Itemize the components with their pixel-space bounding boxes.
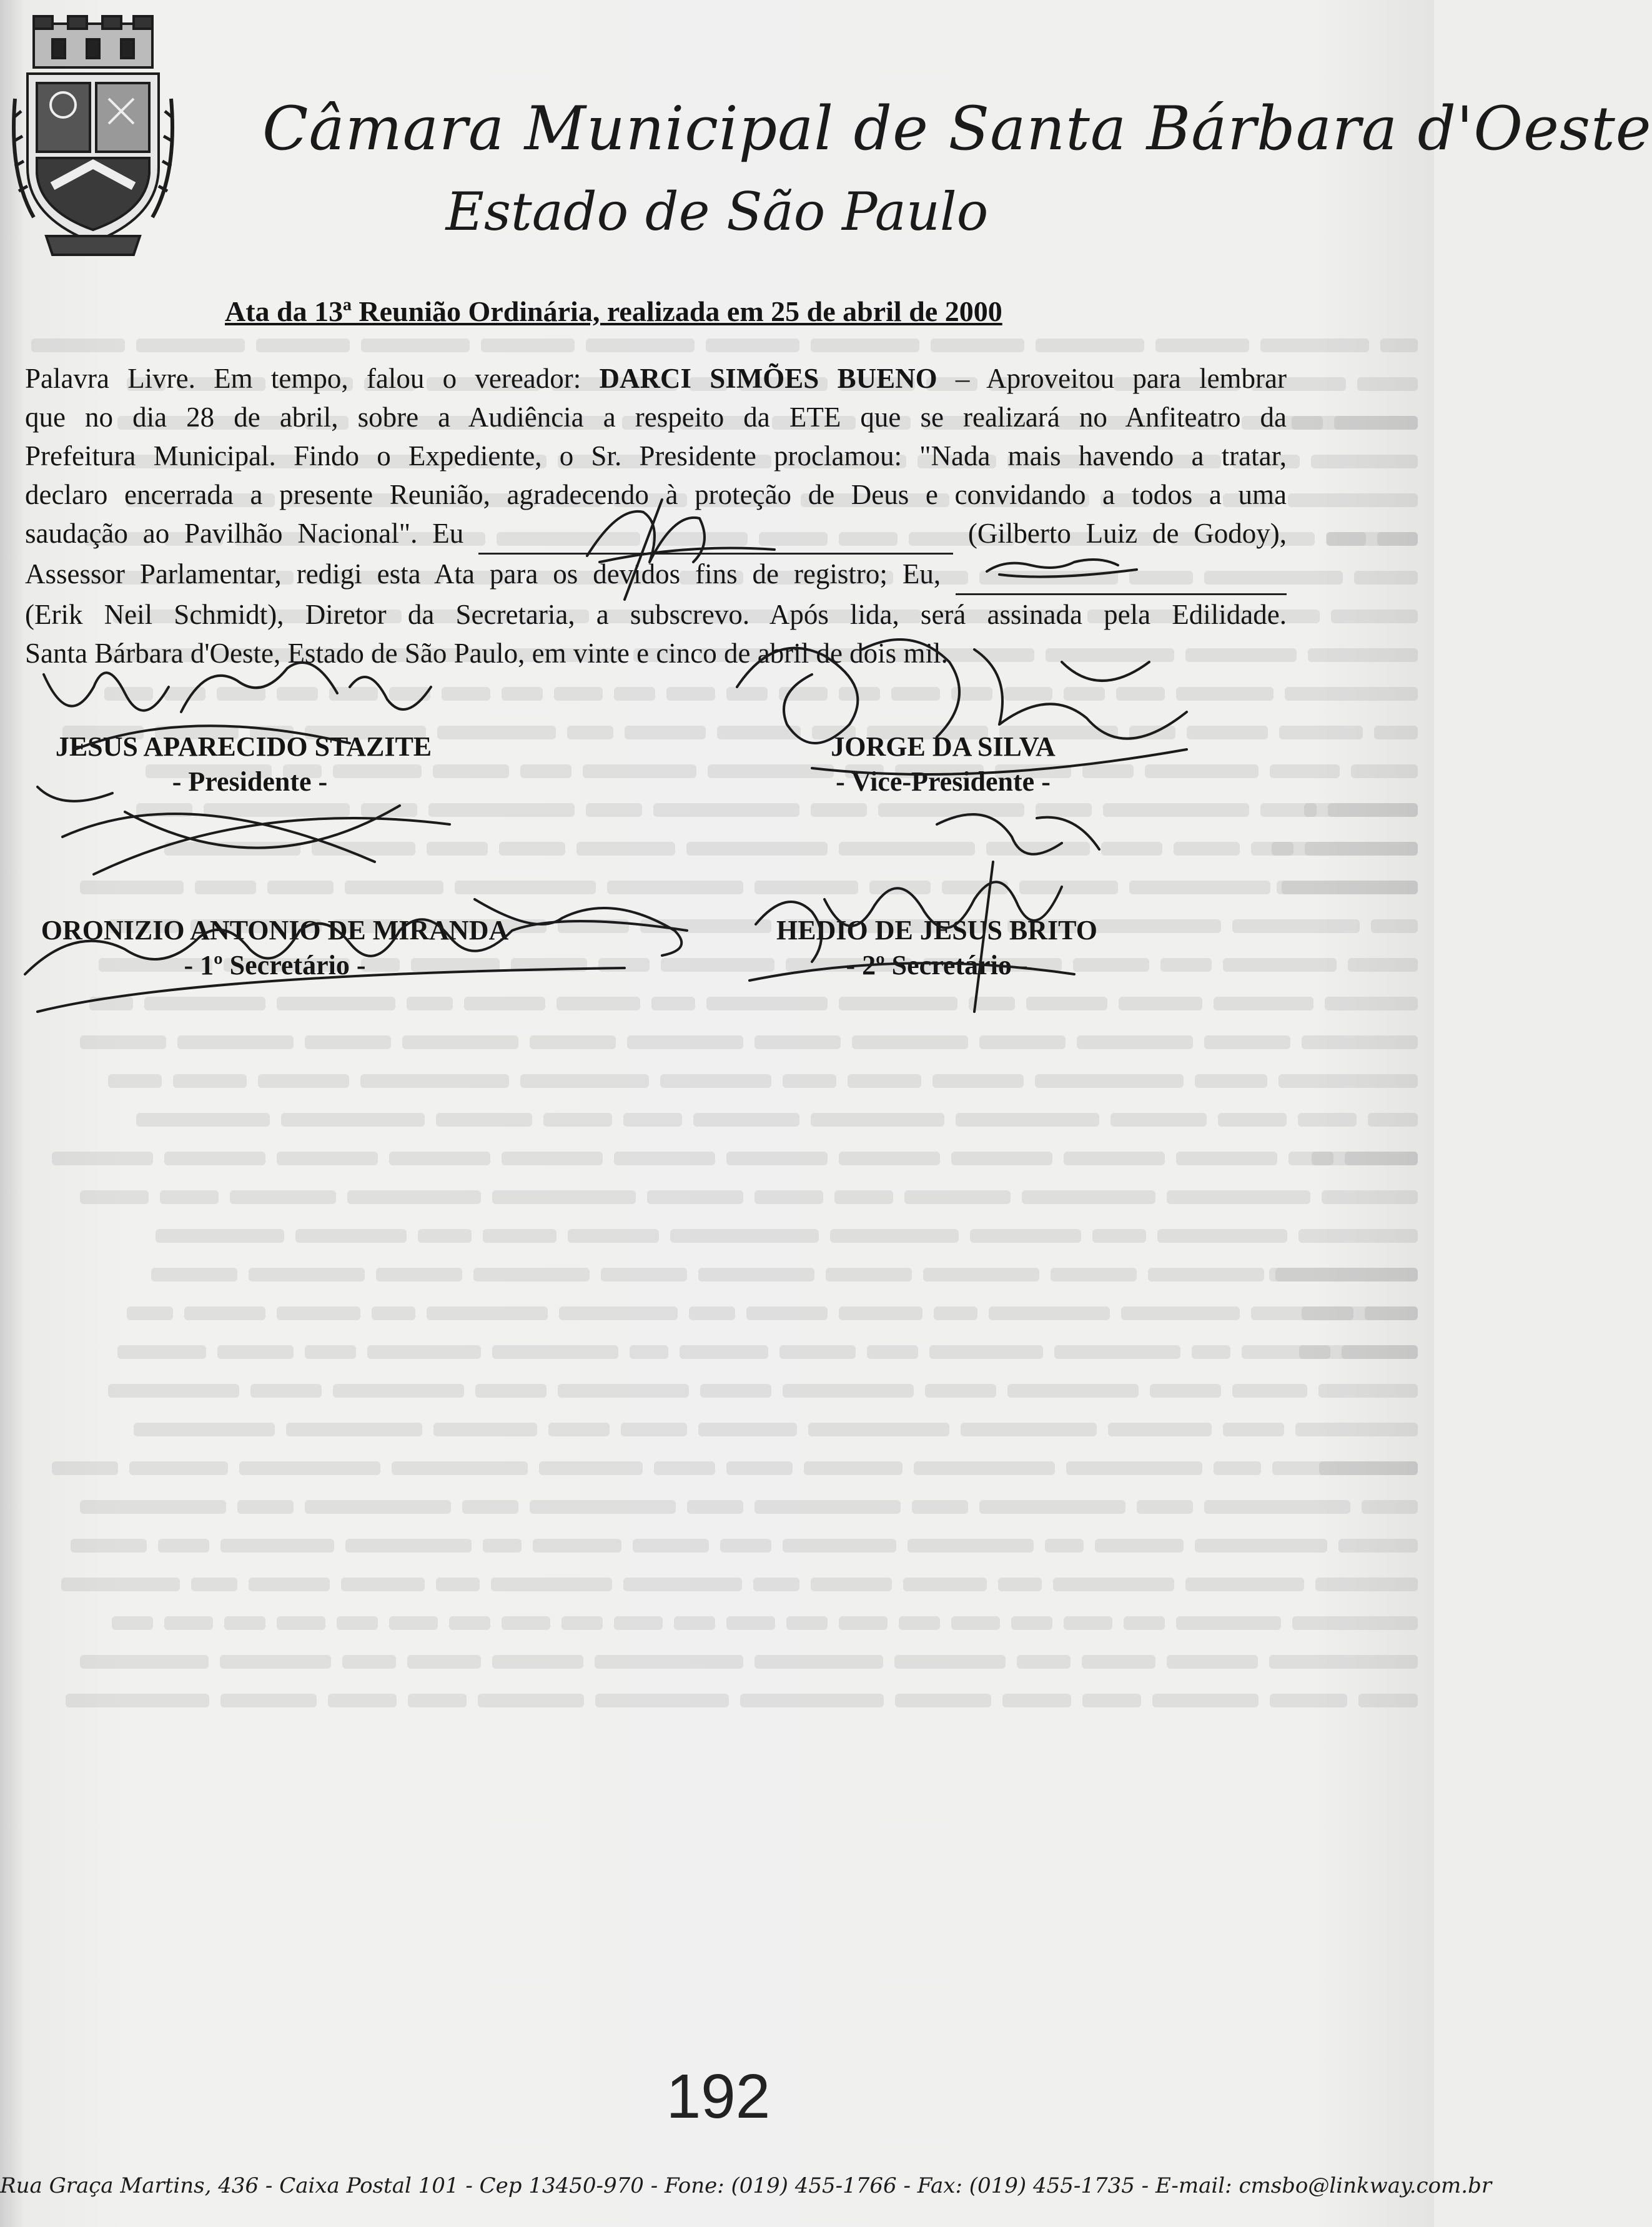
address-footer: Rua Graça Martins, 436 - Caixa Postal 101 - Cep 13450-970 - Fone: (019) 455-1766 - Fax: (019) 455-1735 - E-mail: cmsbo@linkway.com.br (0, 2173, 1492, 2198)
body-line (25, 359, 1287, 398)
text-run: Prefeitura Municipal. Findo o Expediente, o Sr. Presidente proclamou: "Nada mais havendo a tratar, (25, 440, 1287, 472)
text-run: (Erik Neil Schmidt), Diretor da Secretaria, a subscrevo. Após lida, será assinada pela Edilidade. (25, 599, 1287, 630)
signer-vice-president (743, 729, 1143, 799)
body-line (25, 634, 1287, 673)
page-number: 192 (666, 2062, 771, 2131)
text-run: Palavra Livre. Em tempo, falou o vereador: (25, 363, 600, 394)
signer-role: - Presidente - (172, 766, 328, 797)
signer-name: HEDIO DE JESUS BRITO (776, 915, 1097, 946)
body-line (25, 475, 1287, 514)
body-line (25, 514, 1287, 555)
signer-name: JORGE DA SILVA (831, 731, 1056, 762)
text-run: Santa Bárbara d'Oeste, Estado de São Paulo, em vinte e cinco de abril de dois mil. (25, 638, 948, 669)
text-run: que no dia 28 de abril, sobre a Audiência a respeito da ETE que se realizará no Anfiteatro da (25, 402, 1287, 433)
text-run: (Gilberto Luiz de Godoy), (953, 518, 1287, 549)
signature-line (478, 514, 953, 555)
state-subtitle: Estado de São Paulo (445, 181, 989, 242)
minutes-body (25, 359, 1287, 673)
councilor-name: DARCI SIMÕES BUENO (599, 363, 937, 394)
signer-name: ORONIZIO ANTONIO DE MIRANDA (41, 915, 509, 946)
signer-role: - Vice-Presidente - (836, 766, 1051, 797)
signer-first-secretary (0, 913, 550, 983)
signer-president (25, 729, 462, 799)
text-run: – Aproveitou para lembrar (937, 363, 1287, 394)
signer-second-secretary (737, 913, 1137, 983)
body-line (25, 595, 1287, 634)
chamber-title: Câmara Municipal de Santa Bárbara d'Oeste (262, 94, 1652, 164)
body-line (25, 398, 1287, 437)
signer-role: - 1º Secretário - (184, 950, 366, 980)
body-line (25, 555, 1287, 595)
signature-line (956, 555, 1287, 595)
minutes-heading: Ata da 13ª Reunião Ordinária, realizada em 25 de abril de 2000 (225, 295, 1002, 327)
signer-name: JESUS APARECIDO STAZITE (55, 731, 432, 762)
text-run: Assessor Parlamentar, redigi esta Ata para os devidos fins de registro; Eu, (25, 558, 956, 590)
body-line (25, 437, 1287, 475)
signer-role: - 2º Secretário - (846, 950, 1028, 980)
text-run: saudação ao Pavilhão Nacional". Eu (25, 518, 479, 549)
text-run: declaro encerrada a presente Reunião, agradecendo à proteção de Deus e convidando a todos a uma (25, 479, 1287, 510)
